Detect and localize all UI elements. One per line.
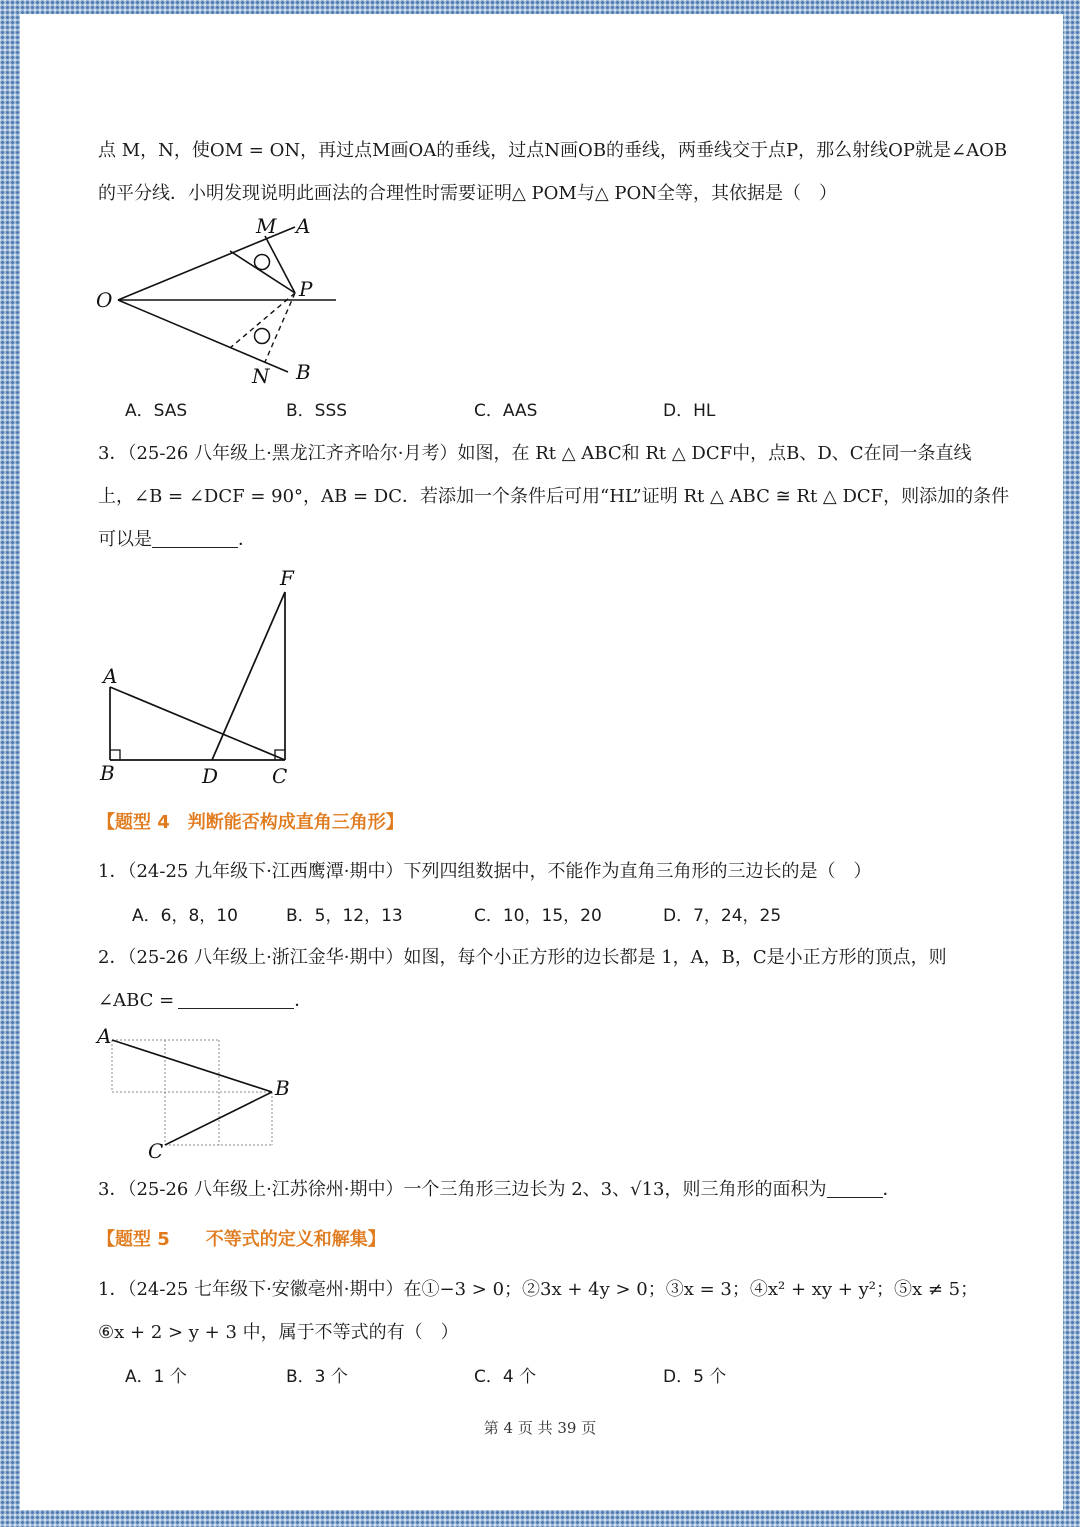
angle-bisector-figure xyxy=(90,210,350,390)
section5-title: 【题型 5 不等式的定义和解集】 xyxy=(97,1229,386,1250)
s5-q1-option-b[interactable]: B．3 个 xyxy=(286,1367,348,1387)
s4-q3-text-prefix: 3．（25-26 八年级上·江苏徐州·期中）一个三角形三边长为 2、3、√13，则三角形的面积为 xyxy=(98,1179,827,1200)
label-b: B xyxy=(296,360,311,384)
s5-q1-option-c[interactable]: C．4 个 xyxy=(474,1367,537,1387)
s4-q2-line2-suffix: ． xyxy=(294,990,313,1011)
equal-mark-top xyxy=(255,255,270,270)
s5-q1-option-d[interactable]: D．5 个 xyxy=(663,1367,727,1387)
q2-option-c[interactable]: C．AAS xyxy=(474,401,538,421)
s4-q1-text: 1．（24-25 九年级下·江西鹰潭·期中）下列四组数据中，不能作为直角三角形的三边长的是（ ） xyxy=(98,861,872,882)
dashed-perpendicular-n xyxy=(265,293,295,362)
label-a: A xyxy=(296,214,311,238)
equal-mark-bottom xyxy=(255,329,270,344)
segment-fd xyxy=(212,592,285,760)
label-p: P xyxy=(299,277,313,301)
dashed-segment-np xyxy=(230,293,295,348)
q2-option-d[interactable]: D．HL xyxy=(663,401,716,421)
s4-q3-answer-blank[interactable] xyxy=(827,1179,883,1198)
grid-angle-figure xyxy=(95,1025,295,1165)
s4-q2-answer-blank[interactable] xyxy=(178,990,294,1009)
page-footer: 第 4 页 共 39 页 xyxy=(483,1419,597,1437)
s4-q3-text-suffix: ． xyxy=(882,1179,901,1200)
s5-q1-option-a[interactable]: A．1 个 xyxy=(125,1367,187,1387)
s5-q1-text-line2: ⑥x + 2 > y + 3 中，属于不等式的有（ ） xyxy=(98,1322,459,1343)
q3-text-line2: 上，∠B = ∠DCF = 90°，AB = DC．若添加一个条件后可用“HL”证明 Rt △ ABC ≅ Rt △ DCF，则添加的条件 xyxy=(98,486,1010,507)
s4-q3-text xyxy=(98,1178,901,1202)
right-angle-b xyxy=(110,750,120,760)
q3-text-line1: 3．（25-26 八年级上·黑龙江齐齐哈尔·月考）如图，在 Rt △ ABC和 Rt △ DCF中，点B、D、C在同一条直线 xyxy=(98,443,972,464)
segment-mp xyxy=(230,251,295,293)
q2-text-line2: 的平分线．小明发现说明此画法的合理性时需要证明△ POM与△ PON全等，其依据是（ ） xyxy=(98,183,838,204)
label-b: B xyxy=(275,1076,290,1100)
q2-option-a[interactable]: A．SAS xyxy=(125,401,188,421)
s5-q1-text-line1: 1．（24-25 七年级下·安徽亳州·期中）在①−3 > 0；②3x + 4y > 0；③x = 3；④x² + xy + y²；⑤x ≠ 5； xyxy=(98,1279,979,1300)
q3-line3-suffix: ． xyxy=(238,529,256,550)
s4-q1-option-b[interactable]: B．5，12，13 xyxy=(286,906,403,926)
label-b: B xyxy=(100,761,115,785)
q2-option-b[interactable]: B．SSS xyxy=(286,401,348,421)
label-d: D xyxy=(202,764,219,788)
s4-q1-option-d[interactable]: D．7，24，25 xyxy=(663,906,782,926)
label-c: C xyxy=(148,1139,164,1163)
s4-q1-option-c[interactable]: C．10，15，20 xyxy=(474,906,602,926)
q3-line3-prefix: 可以是 xyxy=(98,529,152,550)
dotted-grid xyxy=(112,1040,272,1145)
s4-q2-text-line1: 2．（25-26 八年级上·浙江金华·期中）如图，每个小正方形的边长都是 1，A，B，C是小正方形的顶点，则 xyxy=(98,947,947,968)
q3-answer-blank[interactable] xyxy=(152,529,238,548)
label-a: A xyxy=(97,1025,112,1048)
section4-title: 【题型 4 判断能否构成直角三角形】 xyxy=(97,812,404,833)
s4-q2-line2-prefix: ∠ABC = xyxy=(98,990,175,1011)
label-o: O xyxy=(96,288,113,312)
two-right-triangles-figure xyxy=(95,563,315,793)
segment-ab xyxy=(112,1040,272,1092)
s4-q1-option-a[interactable]: A．6，8，10 xyxy=(132,906,238,926)
ray-ob xyxy=(118,300,288,372)
q2-text-line1: 点 M，N，使OM = ON，再过点M画OA的垂线，过点N画OB的垂线，两垂线交于点P，那么射线OP就是∠AOB xyxy=(98,140,1008,161)
label-m: M xyxy=(256,214,277,238)
segment-ac xyxy=(110,687,285,760)
label-f: F xyxy=(280,566,294,590)
label-a: A xyxy=(103,664,118,688)
label-n: N xyxy=(252,364,270,388)
label-c: C xyxy=(272,764,288,788)
s4-q2-text-line2 xyxy=(98,989,312,1013)
q3-text-line3 xyxy=(98,528,256,552)
